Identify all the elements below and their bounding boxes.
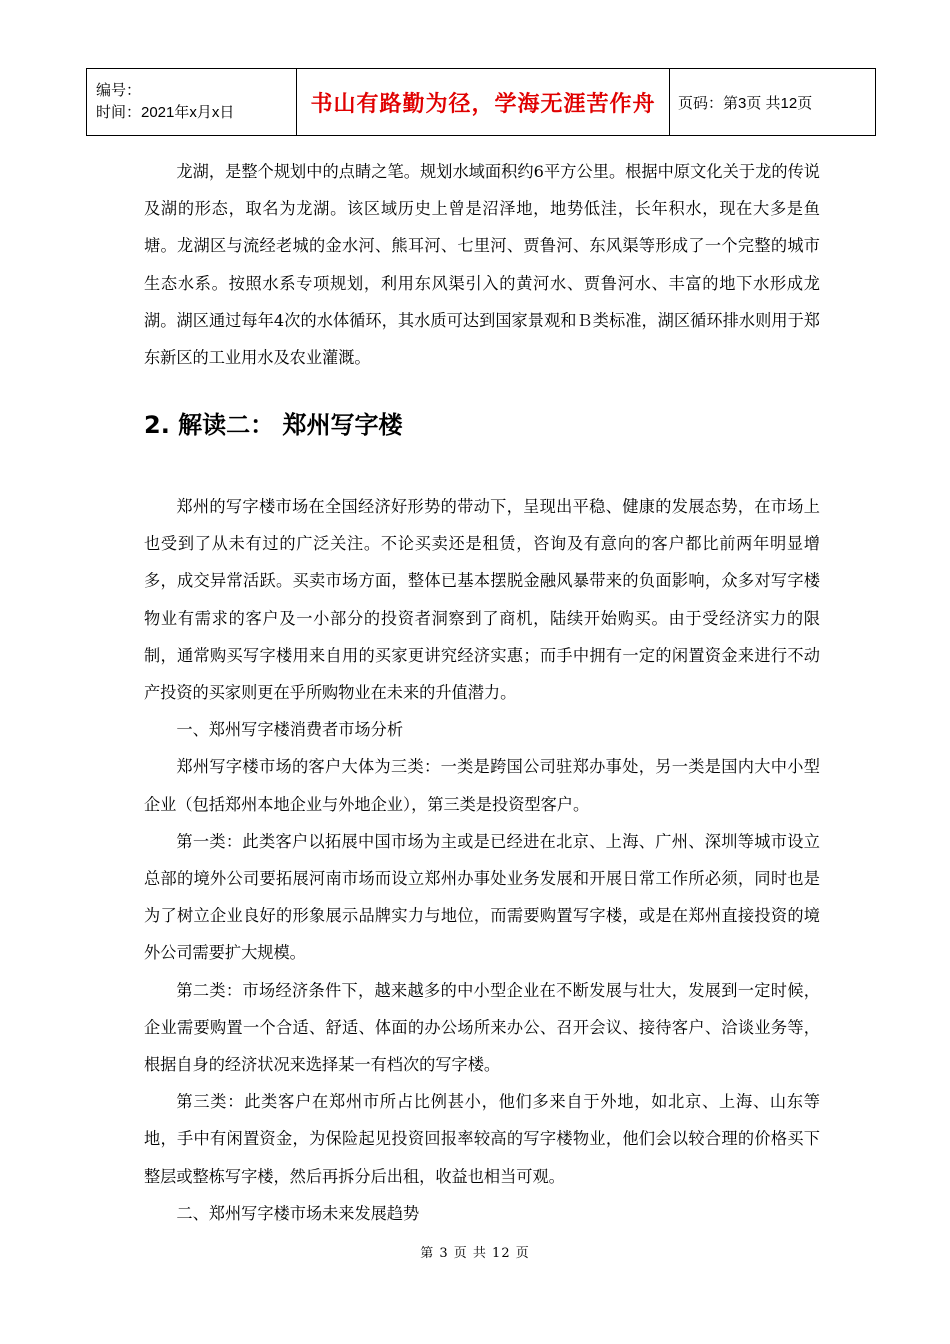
intro-section	[144, 153, 820, 376]
page-footer: 第 3 页 共 12 页	[420, 1246, 530, 1261]
number-label: 编号：	[96, 82, 142, 99]
subheading-future-trend: 二、郑州写字楼市场未来发展趋势	[176, 1203, 420, 1223]
page-label: 页码：第3页 共12页	[670, 69, 876, 136]
paragraph-customer-types: 郑州写字楼市场的客户大体为三类：一类是跨国公司驻郑办事处，另一类是国内大中小型企业（包括郑州本地企业与外地企业），第三类是投资型客户。	[144, 757, 820, 814]
time-label: 时间：2021年x月x日	[96, 104, 235, 121]
paragraph-market-overview: 郑州的写字楼市场在全国经济好形势的带动下，呈现出平稳、健康的发展态势，在市场上也受到了从未有过的广泛关注。不论买卖还是租赁，咨询及有意向的客户都比前两年明显增多，成交异常活跃。买卖市场方面，整体已基本摆脱金融风暴带来的负面影响，众多对写字楼物业有需求的客户及一小部分的投资者洞察到了商机，陆续开始购买。由于受经济实力的限制，通常购买写字楼用来自用的买家更讲究经济实惠；而手中拥有一定的闲置资金来进行不动产投资的买家则更在乎所购物业在未来的升值潜力。	[144, 497, 820, 703]
header-meta	[87, 69, 297, 136]
subheading-consumer-analysis: 一、郑州写字楼消费者市场分析	[176, 720, 404, 740]
page-header	[86, 68, 876, 136]
paragraph-type-three: 第三类：此类客户在郑州市所占比例甚小，他们多来自于外地，如北京、上海、山东等地，手中有闲置资金，为保险起见投资回报率较高的写字楼物业，他们会以较合理的价格买下整层或整栋写字楼，然后再拆分后出租，收益也相当可观。	[144, 1092, 820, 1186]
section-heading: 2. 解读二： 郑州写字楼	[144, 411, 403, 439]
intro-paragraph: 龙湖，是整个规划中的点睛之笔。规划水域面积约6平方公里。根据中原文化关于龙的传说及湖的形态，取名为龙湖。该区域历史上曾是沼泽地，地势低洼，长年积水，现在大多是鱼塘。龙湖区与流经老城的金水河、熊耳河、七里河、贾鲁河、东风渠等形成了一个完整的城市生态水系。按照水系专项规划，利用东风渠引入的黄河水、贾鲁河水、丰富的地下水形成龙湖。湖区通过每年4次的水体循环，其水质可达到国家景观和Ｂ类标准，湖区循环排水则用于郑东新区的工业用水及农业灌溉。	[144, 162, 820, 368]
paragraph-type-one: 第一类：此类客户以拓展中国市场为主或是已经进在北京、上海、广州、深圳等城市设立总部的境外公司要拓展河南市场而设立郑州办事处业务发展和开展日常工作所必须，同时也是为了树立企业良好的形象展示品牌实力与地位，而需要购置写字楼，或是在郑州直接投资的境外公司需要扩大规模。	[144, 831, 820, 963]
paragraph-type-two: 第二类：市场经济条件下，越来越多的中小型企业在不断发展与壮大，发展到一定时候，企业需要购置一个合适、舒适、体面的办公场所来办公、召开会议、接待客户、洽谈业务等，根据自身的经济状况来选择某一有档次的写字楼。	[144, 980, 820, 1075]
header-motto: 书山有路勤为径，学海无涯苦作舟	[297, 69, 670, 136]
body-section	[144, 488, 820, 1232]
